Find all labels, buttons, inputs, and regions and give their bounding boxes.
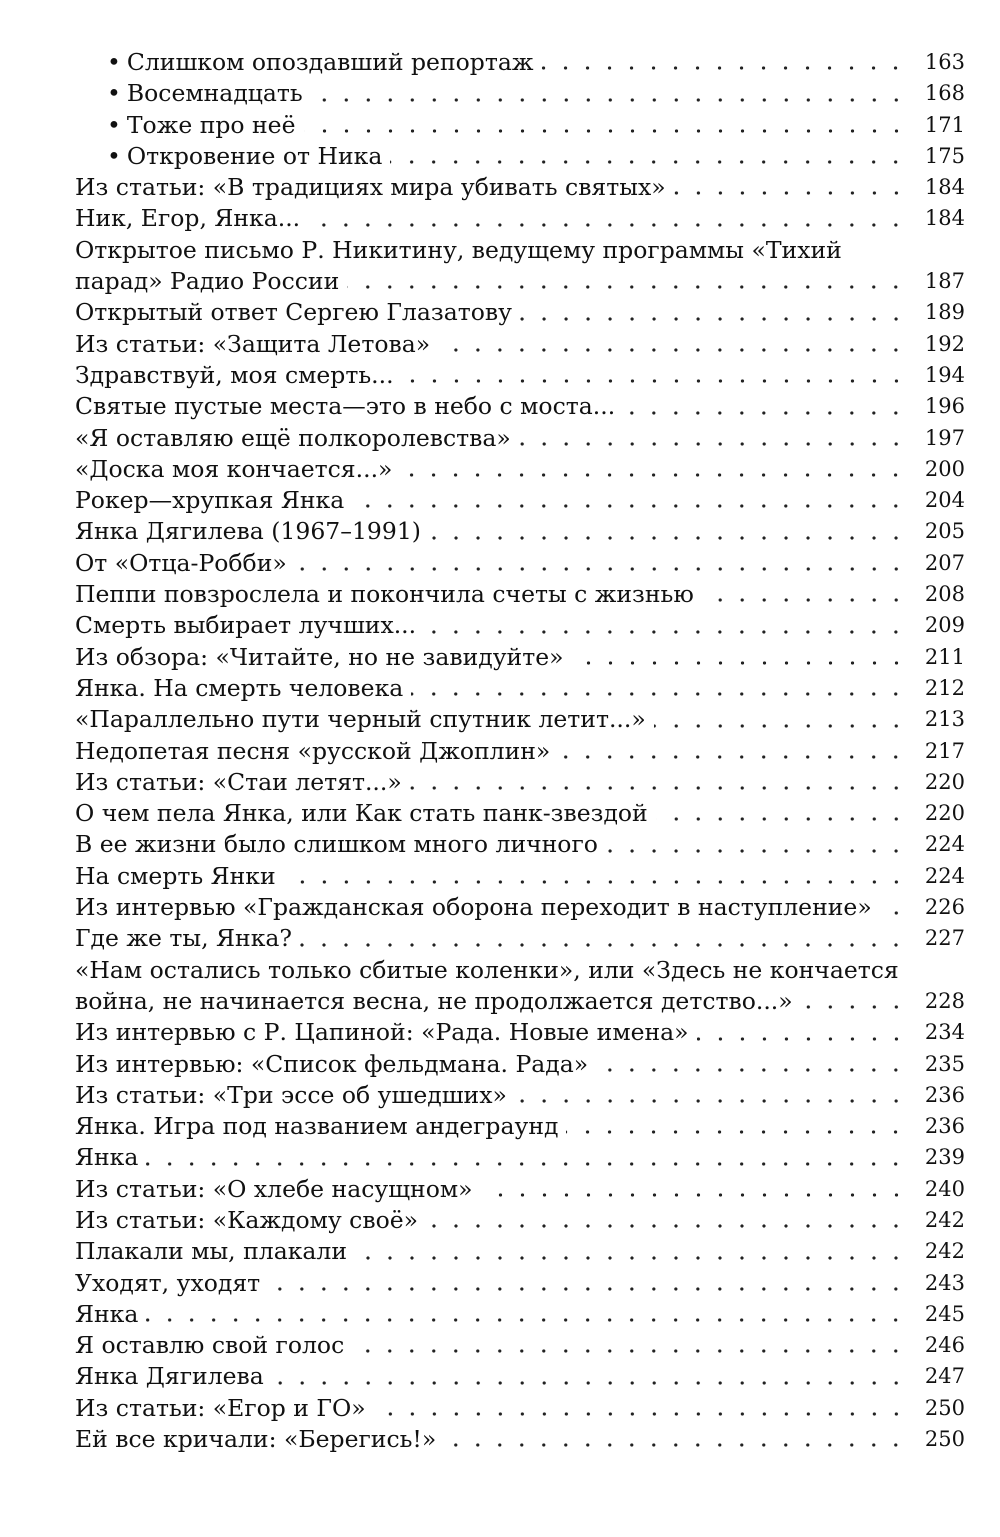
- toc-title: война, не начинается весна, не продолжается детство...»: [75, 986, 793, 1015]
- toc-title: Святые пустые места—это в небо с моста...: [75, 392, 616, 421]
- toc-bullet: •: [107, 79, 121, 108]
- toc-page-number: 184: [924, 175, 965, 200]
- toc-title: «Доска моя кончается...»: [75, 454, 393, 483]
- toc-title: Из статьи: «О хлебе насущном»: [75, 1174, 473, 1203]
- toc-entry: [75, 861, 965, 892]
- toc-entry: [75, 579, 965, 610]
- toc-page-number: 204: [924, 488, 965, 513]
- dot-leader: [880, 892, 911, 923]
- toc-page-number: 192: [924, 331, 965, 356]
- toc-entry: [75, 673, 965, 704]
- toc-title: Откровение от Ника: [126, 141, 383, 170]
- toc-title: Из интервью с Р. Цапиной: «Рада. Новые имена»: [75, 1018, 689, 1047]
- toc-page-number: 235: [924, 1051, 965, 1076]
- toc-title: О чем пела Янка, или Как стать панк-звездой: [75, 799, 648, 828]
- dot-leader: [444, 1424, 911, 1455]
- toc-title: «Параллельно пути черный спутник летит...»: [75, 705, 646, 734]
- toc-title-line: «Нам остались только сбитые коленки», или «Здесь не кончается: [75, 955, 899, 984]
- dot-leader: [352, 485, 911, 516]
- toc-entry: [75, 798, 965, 829]
- toc-page-number: 246: [924, 1333, 965, 1358]
- toc-entry: [75, 423, 965, 454]
- toc-entry: [75, 516, 965, 547]
- dot-leader: [374, 1393, 911, 1424]
- toc-page-number: 245: [924, 1301, 965, 1326]
- toc-page-number: 220: [924, 769, 965, 794]
- toc-title: Янка: [75, 1299, 139, 1328]
- toc-page-number: 236: [924, 1114, 965, 1139]
- dot-leader: [596, 1049, 911, 1080]
- toc-page-number: 242: [924, 1207, 965, 1232]
- toc-entry-continuation: [75, 266, 965, 297]
- toc-page-number: 168: [924, 81, 965, 106]
- toc-entry: [75, 1393, 965, 1424]
- toc-title: Здравствуй, моя смерть...: [75, 360, 394, 389]
- toc-page-number: 208: [924, 582, 965, 607]
- dot-leader: [520, 297, 911, 328]
- toc-title: Открытый ответ Сергею Глазатову: [75, 298, 512, 327]
- toc-entry: [75, 829, 965, 860]
- toc-page-number: 247: [924, 1364, 965, 1389]
- toc-page-number: 236: [924, 1082, 965, 1107]
- toc-page-number: 171: [924, 112, 965, 137]
- toc-page-number: 211: [924, 644, 965, 669]
- toc-page-number: 228: [924, 988, 965, 1013]
- toc-entry: [75, 203, 965, 234]
- dot-leader: [424, 610, 911, 641]
- toc-title: Из статьи: «В традициях мира убивать святых»: [75, 173, 666, 202]
- dot-leader: [654, 704, 911, 735]
- toc-title: Янка. На смерть человека: [75, 673, 404, 702]
- dot-leader: [801, 986, 911, 1017]
- dot-leader: [146, 1142, 911, 1173]
- toc-entry: [75, 1424, 965, 1455]
- toc-title: Уходят, уходят: [75, 1268, 261, 1297]
- toc-entry-continuation: [75, 986, 965, 1017]
- toc-entry: [75, 297, 965, 328]
- toc-title: Из статьи: «Защита Летова»: [75, 329, 431, 358]
- dot-leader: [355, 1236, 911, 1267]
- toc-title: На смерть Янки: [75, 861, 276, 890]
- dot-leader: [308, 203, 911, 234]
- dot-leader: [272, 1361, 911, 1392]
- dot-leader: [295, 548, 911, 579]
- toc-page-number: 196: [924, 394, 965, 419]
- dot-leader: [300, 923, 911, 954]
- toc-entry: [75, 485, 965, 516]
- toc-entry: [75, 329, 965, 360]
- toc-title: «Я оставляю ещё полкоролевства»: [75, 423, 511, 452]
- dot-leader: [606, 829, 911, 860]
- toc-entry: [75, 360, 965, 391]
- toc-title: Из интервью: «Список фельдмана. Рада»: [75, 1049, 589, 1078]
- toc-entry: [75, 955, 965, 1018]
- dot-leader: [697, 1017, 911, 1048]
- dot-leader: [426, 1205, 911, 1236]
- toc-title: Слишком опоздавший репортаж: [126, 48, 534, 76]
- toc-page-number: 163: [924, 50, 965, 74]
- dot-leader: [352, 1330, 911, 1361]
- toc-title: Тоже про неё: [126, 110, 296, 139]
- toc-page-number: 189: [924, 300, 965, 325]
- dot-leader: [347, 266, 911, 297]
- toc-page-number: 234: [924, 1020, 965, 1045]
- toc-title: Смерть выбирает лучших...: [75, 611, 417, 640]
- toc-page-number: 184: [924, 206, 965, 231]
- toc-title: Ник, Егор, Янка...: [75, 204, 301, 233]
- toc-page-number: 239: [924, 1145, 965, 1170]
- toc-entry: [75, 1236, 965, 1267]
- toc-entry: [75, 1361, 965, 1392]
- toc-page-number: 224: [924, 863, 965, 888]
- dot-leader: [656, 798, 911, 829]
- dot-leader: [390, 141, 911, 172]
- toc-entry: [75, 78, 965, 109]
- toc-page-number: 217: [924, 738, 965, 763]
- toc-page-number: 250: [924, 1427, 965, 1452]
- toc-page-number: 209: [924, 613, 965, 638]
- toc-entry: [75, 548, 965, 579]
- toc-page-number: 250: [924, 1395, 965, 1420]
- dot-leader: [541, 47, 911, 78]
- toc-page-number: 226: [924, 895, 965, 920]
- toc-page-number: 240: [924, 1176, 965, 1201]
- toc-title: Янка: [75, 1143, 139, 1172]
- dot-leader: [519, 423, 911, 454]
- toc-title: Восемнадцать: [126, 79, 303, 108]
- dot-leader: [674, 172, 911, 203]
- toc-entry: [75, 1142, 965, 1173]
- toc-entry: [75, 767, 965, 798]
- toc-entry: [75, 47, 965, 78]
- toc-entry: [75, 1049, 965, 1080]
- dot-leader: [400, 454, 911, 485]
- toc-page-number: 212: [924, 675, 965, 700]
- toc-title: Из статьи: «Три эссе об ушедших»: [75, 1080, 507, 1109]
- toc-page-number: 213: [924, 707, 965, 732]
- toc-entry: [75, 1174, 965, 1205]
- toc-title: Янка Дягилева (1967–1991): [75, 517, 421, 546]
- toc-title: В ее жизни было слишком много личного: [75, 830, 598, 859]
- toc-title: Где же ты, Янка?: [75, 924, 292, 953]
- toc-page-number: 187: [924, 269, 965, 294]
- dot-leader: [438, 329, 911, 360]
- toc-entry: [75, 391, 965, 422]
- dot-leader: [146, 1299, 911, 1330]
- toc-page-number: 175: [924, 143, 965, 168]
- dot-leader: [558, 736, 911, 767]
- toc-entry: [75, 736, 965, 767]
- toc-bullet: •: [107, 110, 121, 139]
- dot-leader: [410, 767, 911, 798]
- dot-leader: [481, 1174, 911, 1205]
- toc-title: Недопетая песня «русской Джоплин»: [75, 736, 551, 765]
- toc-entry: [75, 1268, 965, 1299]
- dot-leader: [268, 1268, 911, 1299]
- dot-leader: [515, 1080, 911, 1111]
- dot-leader: [623, 391, 911, 422]
- toc-entry: [75, 892, 965, 923]
- toc-entry: [75, 141, 965, 172]
- toc-entry: [75, 704, 965, 735]
- toc-title: Из статьи: «Стаи летят...»: [75, 767, 402, 796]
- toc-title: Плакали мы, плакали: [75, 1237, 348, 1266]
- toc-title: парад» Радио России: [75, 267, 340, 296]
- toc-title: Рокер—хрупкая Янка: [75, 486, 345, 515]
- dot-leader: [284, 861, 911, 892]
- dot-leader: [304, 110, 912, 141]
- toc-page-number: 242: [924, 1239, 965, 1264]
- toc-page-number: 220: [924, 801, 965, 826]
- toc-title: Из интервью «Гражданская оборона переходит в наступление»: [75, 893, 872, 922]
- toc-entry: [75, 1080, 965, 1111]
- toc-title: Ей все кричали: «Берегись!»: [75, 1425, 437, 1454]
- dot-leader: [566, 1111, 911, 1142]
- toc-bullet: •: [107, 141, 121, 170]
- toc-entry: [75, 1330, 965, 1361]
- toc-entry: [75, 454, 965, 485]
- toc-title: Из статьи: «Каждому своё»: [75, 1205, 419, 1234]
- toc-title-line: Открытое письмо Р. Никитину, ведущему программы «Тихий: [75, 235, 842, 264]
- toc-entry: [75, 172, 965, 203]
- toc-entry: [75, 610, 965, 641]
- toc-title: От «Отца-Робби»: [75, 548, 287, 577]
- toc-entry: [75, 1299, 965, 1330]
- toc-page-number: 197: [924, 425, 965, 450]
- toc-title: Из статьи: «Егор и ГО»: [75, 1393, 366, 1422]
- toc-page-number: 227: [924, 926, 965, 951]
- toc-entry: [75, 642, 965, 673]
- dot-leader: [702, 579, 911, 610]
- toc-entry: [75, 923, 965, 954]
- toc-title: Янка Дягилева: [75, 1362, 264, 1391]
- dot-leader: [411, 673, 911, 704]
- toc-entry: [75, 110, 965, 141]
- dot-leader: [402, 360, 911, 391]
- toc-entry: [75, 1205, 965, 1236]
- dot-leader: [311, 78, 911, 109]
- toc-title: Пеппи повзрослела и покончила счеты с жизнью: [75, 580, 694, 609]
- toc-page-number: 207: [924, 550, 965, 575]
- toc-page-number: 224: [924, 832, 965, 857]
- toc-page-number: 200: [924, 456, 965, 481]
- toc-bullet: •: [107, 48, 121, 76]
- dot-leader: [429, 516, 911, 547]
- toc-title: Из обзора: «Читайте, но не завидуйте»: [75, 642, 564, 671]
- toc-entry: [75, 1111, 965, 1142]
- toc-title: Янка. Игра под названием андеграунд: [75, 1112, 559, 1141]
- toc-title: Я оставлю свой голос: [75, 1331, 345, 1360]
- toc-page-number: 194: [924, 362, 965, 387]
- toc-page-number: 243: [924, 1270, 965, 1295]
- toc-entry: [75, 1017, 965, 1048]
- dot-leader: [572, 642, 912, 673]
- table-of-contents: [75, 47, 965, 1455]
- toc-entry: [75, 235, 965, 298]
- toc-page-number: 205: [924, 519, 965, 544]
